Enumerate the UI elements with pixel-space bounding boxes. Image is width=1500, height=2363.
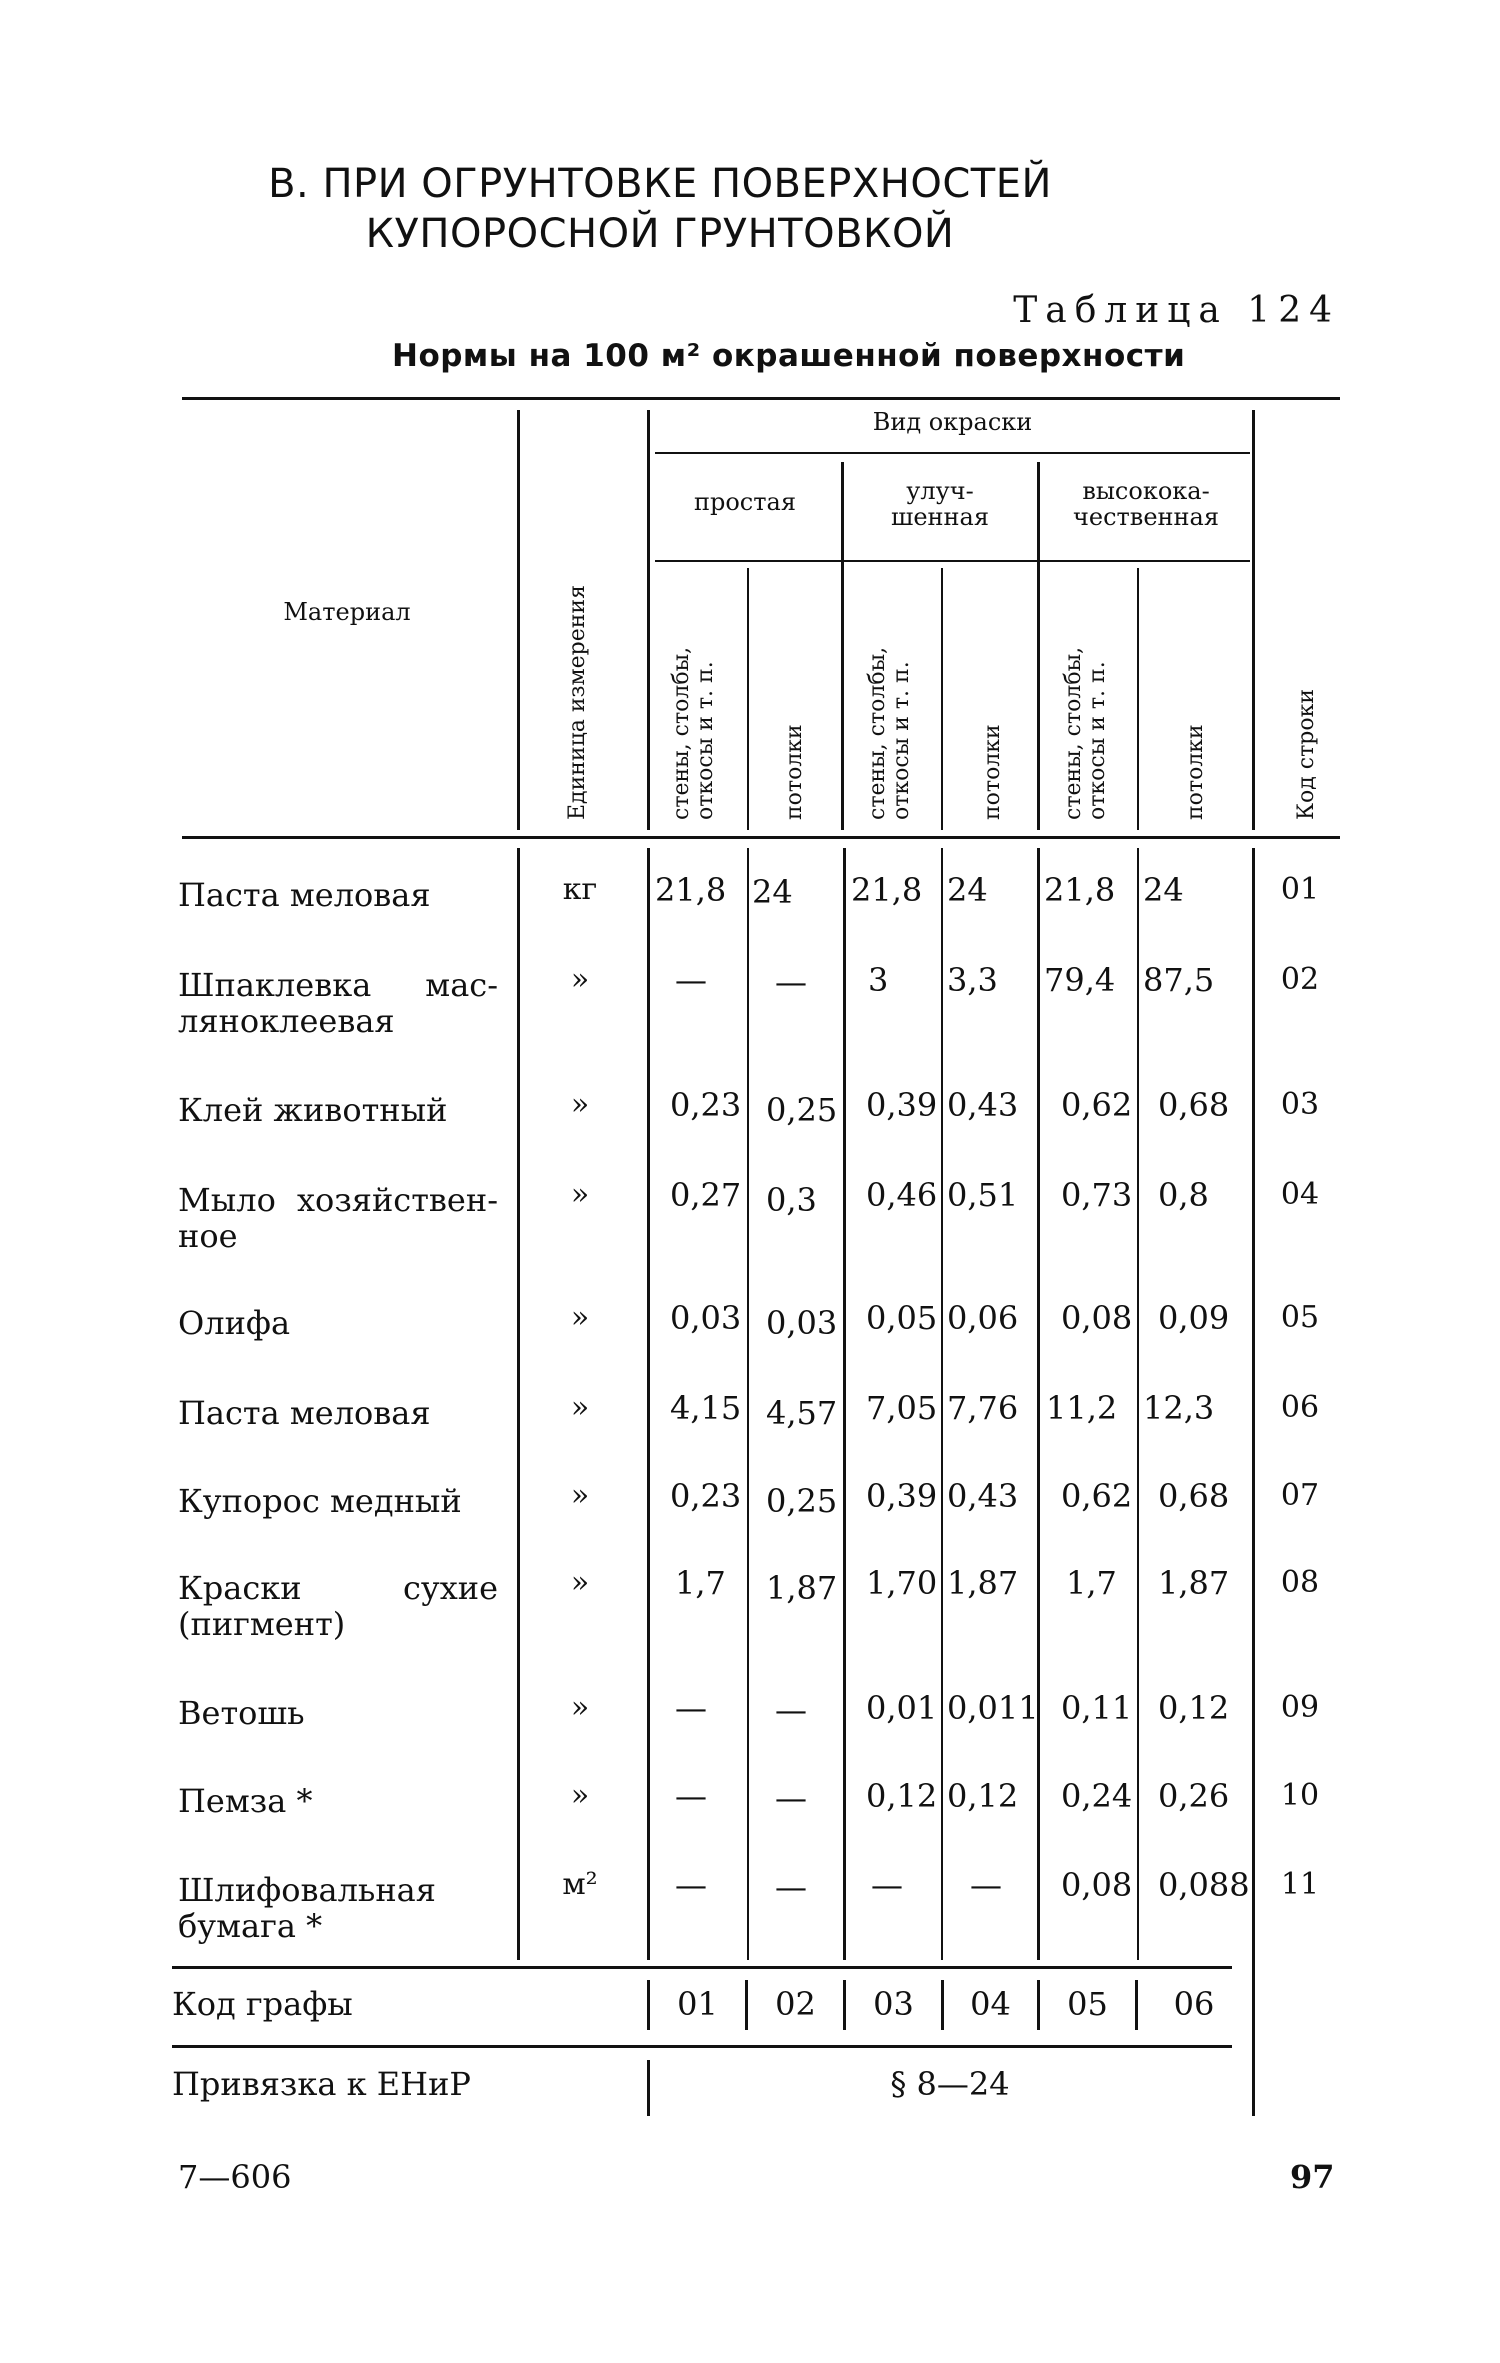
row-03-v2: 0,25 [766, 1091, 838, 1129]
row-11-v6: 0,088 [1158, 1866, 1250, 1904]
header-improved-line-2: шенная [891, 503, 989, 531]
row-01-material: Паста меловая [178, 876, 431, 914]
section-heading-line-2: КУПОРОСНОЙ ГРУНТОВКОЙ [365, 211, 955, 257]
header-simple-walls: стены, столбы, откосы и т. п. [669, 646, 718, 820]
page-number: 97 [1290, 2158, 1335, 2196]
header-divider-kind [1252, 410, 1255, 830]
kind-underline [655, 452, 1250, 454]
row-09-v6: 0,12 [1158, 1689, 1230, 1727]
body-divider-code [1252, 848, 1255, 2116]
row-11-code: 11 [1280, 1867, 1320, 1902]
header-high-walls: стены, столбы, откосы и т. п. [1061, 646, 1110, 820]
page-code: 7—606 [178, 2158, 292, 2196]
header-high-ceilings: потолки [1183, 724, 1208, 820]
column-code-04: 04 [970, 1985, 1011, 2023]
header-material: Материал [283, 598, 411, 626]
row-01-unit: кг [562, 872, 598, 907]
row-09-code: 09 [1280, 1690, 1320, 1725]
row-03-v1: 0,23 [670, 1086, 742, 1124]
body-divider-3 [941, 848, 943, 1960]
header-simple: простая [694, 488, 796, 516]
row-02-material-cont: ляноклеевая [178, 1002, 395, 1040]
row-08-v2: 1,87 [766, 1569, 838, 1607]
row-06-v2: 4,57 [766, 1394, 838, 1432]
row-07-unit: » [570, 1478, 590, 1513]
header-divider-sub-3 [1137, 568, 1139, 830]
header-unit: Единица измерения [565, 585, 590, 820]
row-11-material: Шлифовальная [178, 1871, 436, 1909]
header-high-line-2: чественная [1073, 503, 1219, 531]
header-simple-ceilings: потолки [782, 724, 807, 820]
header-improved-ceilings: потолки [980, 724, 1005, 820]
row-03-v3: 0,39 [866, 1086, 938, 1124]
row-05-material: Олифа [178, 1304, 291, 1342]
row-09-material: Ветошь [178, 1694, 305, 1732]
row-11-unit: м² [562, 1867, 598, 1902]
row-05-v2: 0,03 [766, 1304, 838, 1342]
row-10-material: Пемза * [178, 1782, 313, 1820]
row-09-v2: — [775, 1691, 807, 1729]
row-07-v1: 0,23 [670, 1477, 742, 1515]
row-09-v5: 0,11 [1061, 1689, 1133, 1727]
body-divider-4 [1037, 848, 1040, 1960]
row-09-v3: 0,01 [866, 1689, 938, 1727]
column-code-02: 02 [775, 1985, 816, 2023]
row-03-material: Клей животный [178, 1091, 448, 1129]
row-05-v5: 0,08 [1061, 1299, 1133, 1337]
header-kind: Вид окраски [872, 408, 1033, 436]
body-divider-2 [843, 848, 846, 1960]
body-divider-1 [747, 848, 749, 1960]
row-04-material-cont: ное [178, 1217, 238, 1255]
row-10-v5: 0,24 [1061, 1777, 1133, 1815]
body-divider-unit [647, 848, 650, 1960]
row-04-v4: 0,51 [947, 1176, 1019, 1214]
table-top-rule [182, 397, 1340, 400]
row-05-unit: » [570, 1300, 590, 1335]
header-divider-simple [841, 462, 844, 830]
row-07-material: Купорос медный [178, 1482, 462, 1520]
header-divider-improved [1037, 462, 1040, 830]
row-11-v4: — [970, 1866, 1002, 1904]
row-11-v5: 0,08 [1061, 1866, 1133, 1904]
row-02-v5: 79,4 [1044, 961, 1116, 999]
body-divider-5 [1137, 848, 1139, 1960]
section-heading-line-1: В. ПРИ ОГРУНТОВКЕ ПОВЕРХНОСТЕЙ [268, 161, 1052, 207]
row-04-code: 04 [1280, 1177, 1320, 1212]
subkind-underline [655, 560, 1250, 562]
footer-top-rule [172, 1966, 1232, 1969]
column-code-03: 03 [873, 1985, 914, 2023]
column-code-label: Код графы [172, 1985, 353, 2023]
row-04-v6: 0,8 [1158, 1176, 1209, 1214]
binding-value: § 8—24 [890, 2065, 1010, 2103]
row-04-v3: 0,46 [866, 1176, 938, 1214]
row-02-v6: 87,5 [1143, 961, 1215, 999]
row-06-v6: 12,3 [1143, 1389, 1215, 1427]
row-01-v6: 24 [1143, 871, 1184, 909]
row-02-unit: » [570, 962, 590, 997]
header-divider-unit [647, 410, 650, 830]
row-02-v3: 3 [868, 961, 889, 999]
row-03-v4: 0,43 [947, 1086, 1019, 1124]
header-improved [845, 478, 1035, 530]
column-code-06: 06 [1173, 1985, 1215, 2023]
row-11-material-cont: бумага * [178, 1907, 323, 1945]
row-08-unit: » [570, 1565, 590, 1600]
column-code-05: 05 [1067, 1985, 1108, 2023]
binding-top-rule [172, 2045, 1232, 2048]
row-03-code: 03 [1280, 1087, 1320, 1122]
row-06-v4: 7,76 [947, 1389, 1019, 1427]
row-11-v3: — [871, 1866, 903, 1904]
row-08-material: Краски сухие [178, 1569, 498, 1607]
row-02-material: Шпаклевка мас- [178, 966, 498, 1004]
header-divider-material [517, 410, 520, 830]
row-10-v3: 0,12 [866, 1777, 938, 1815]
row-01-v5: 21,8 [1044, 871, 1116, 909]
row-08-v3: 1,70 [866, 1564, 938, 1602]
row-08-v1: 1,7 [675, 1564, 726, 1602]
header-bottom-rule [182, 836, 1340, 839]
binding-label: Привязка к ЕНиР [172, 2065, 471, 2103]
header-high-line-1: высокока- [1082, 477, 1210, 505]
row-02-v2: — [775, 963, 807, 1001]
row-01-v2: 24 [752, 873, 793, 911]
row-11-v2: — [775, 1868, 807, 1906]
row-08-code: 08 [1280, 1565, 1320, 1600]
row-04-unit: » [570, 1177, 590, 1212]
row-11-v1: — [675, 1866, 707, 1904]
row-04-v1: 0,27 [670, 1176, 742, 1214]
row-07-code: 07 [1280, 1478, 1320, 1513]
header-high [1042, 478, 1250, 530]
row-08-v4: 1,87 [947, 1564, 1019, 1602]
row-10-v1: — [675, 1777, 707, 1815]
row-08-material-cont: (пигмент) [178, 1605, 346, 1643]
row-10-v4: 0,12 [947, 1777, 1019, 1815]
row-06-v5: 11,2 [1046, 1389, 1118, 1427]
row-06-code: 06 [1280, 1390, 1320, 1425]
row-08-v5: 1,7 [1066, 1564, 1117, 1602]
row-05-v3: 0,05 [866, 1299, 938, 1337]
row-07-v6: 0,68 [1158, 1477, 1230, 1515]
row-02-v4: 3,3 [947, 961, 998, 999]
row-02-v1: — [675, 961, 707, 999]
row-05-v4: 0,06 [947, 1299, 1019, 1337]
header-divider-sub-1 [747, 568, 749, 830]
body-divider-material [517, 848, 520, 1960]
row-01-code: 01 [1280, 872, 1320, 907]
row-01-v3: 21,8 [851, 871, 923, 909]
row-04-v2: 0,3 [766, 1181, 817, 1219]
row-04-material: Мыло хозяйствен- [178, 1181, 498, 1219]
row-07-v5: 0,62 [1061, 1477, 1133, 1515]
table-number: Таблица 124 [1013, 290, 1340, 331]
row-10-v6: 0,26 [1158, 1777, 1230, 1815]
row-06-v3: 7,05 [866, 1389, 938, 1427]
row-06-unit: » [570, 1390, 590, 1425]
norms-caption: Нормы на 100 м² окрашенной поверхности [392, 338, 1186, 374]
row-10-code: 10 [1280, 1778, 1320, 1813]
header-divider-sub-2 [941, 568, 943, 830]
row-02-code: 02 [1280, 962, 1320, 997]
row-06-v1: 4,15 [670, 1389, 742, 1427]
row-06-material: Паста меловая [178, 1394, 431, 1432]
row-09-unit: » [570, 1690, 590, 1725]
header-improved-line-1: улуч- [906, 477, 974, 505]
row-01-v1: 21,8 [655, 871, 727, 909]
row-04-v5: 0,73 [1061, 1176, 1133, 1214]
row-03-v6: 0,68 [1158, 1086, 1230, 1124]
row-01-v4: 24 [947, 871, 988, 909]
row-07-v4: 0,43 [947, 1477, 1019, 1515]
row-10-unit: » [570, 1778, 590, 1813]
row-07-v3: 0,39 [866, 1477, 938, 1515]
row-09-v4: 0,011 [947, 1689, 1039, 1727]
row-07-v2: 0,25 [766, 1482, 838, 1520]
column-code-01: 01 [677, 1985, 718, 2023]
row-05-v6: 0,09 [1158, 1299, 1230, 1337]
row-08-v6: 1,87 [1158, 1564, 1230, 1602]
header-improved-walls: стены, столбы, откосы и т. п. [865, 646, 914, 820]
row-03-v5: 0,62 [1061, 1086, 1133, 1124]
header-row-code: Код строки [1294, 688, 1319, 820]
row-09-v1: — [675, 1689, 707, 1727]
row-10-v2: — [775, 1779, 807, 1817]
row-03-unit: » [570, 1087, 590, 1122]
row-05-code: 05 [1280, 1300, 1320, 1335]
row-05-v1: 0,03 [670, 1299, 742, 1337]
